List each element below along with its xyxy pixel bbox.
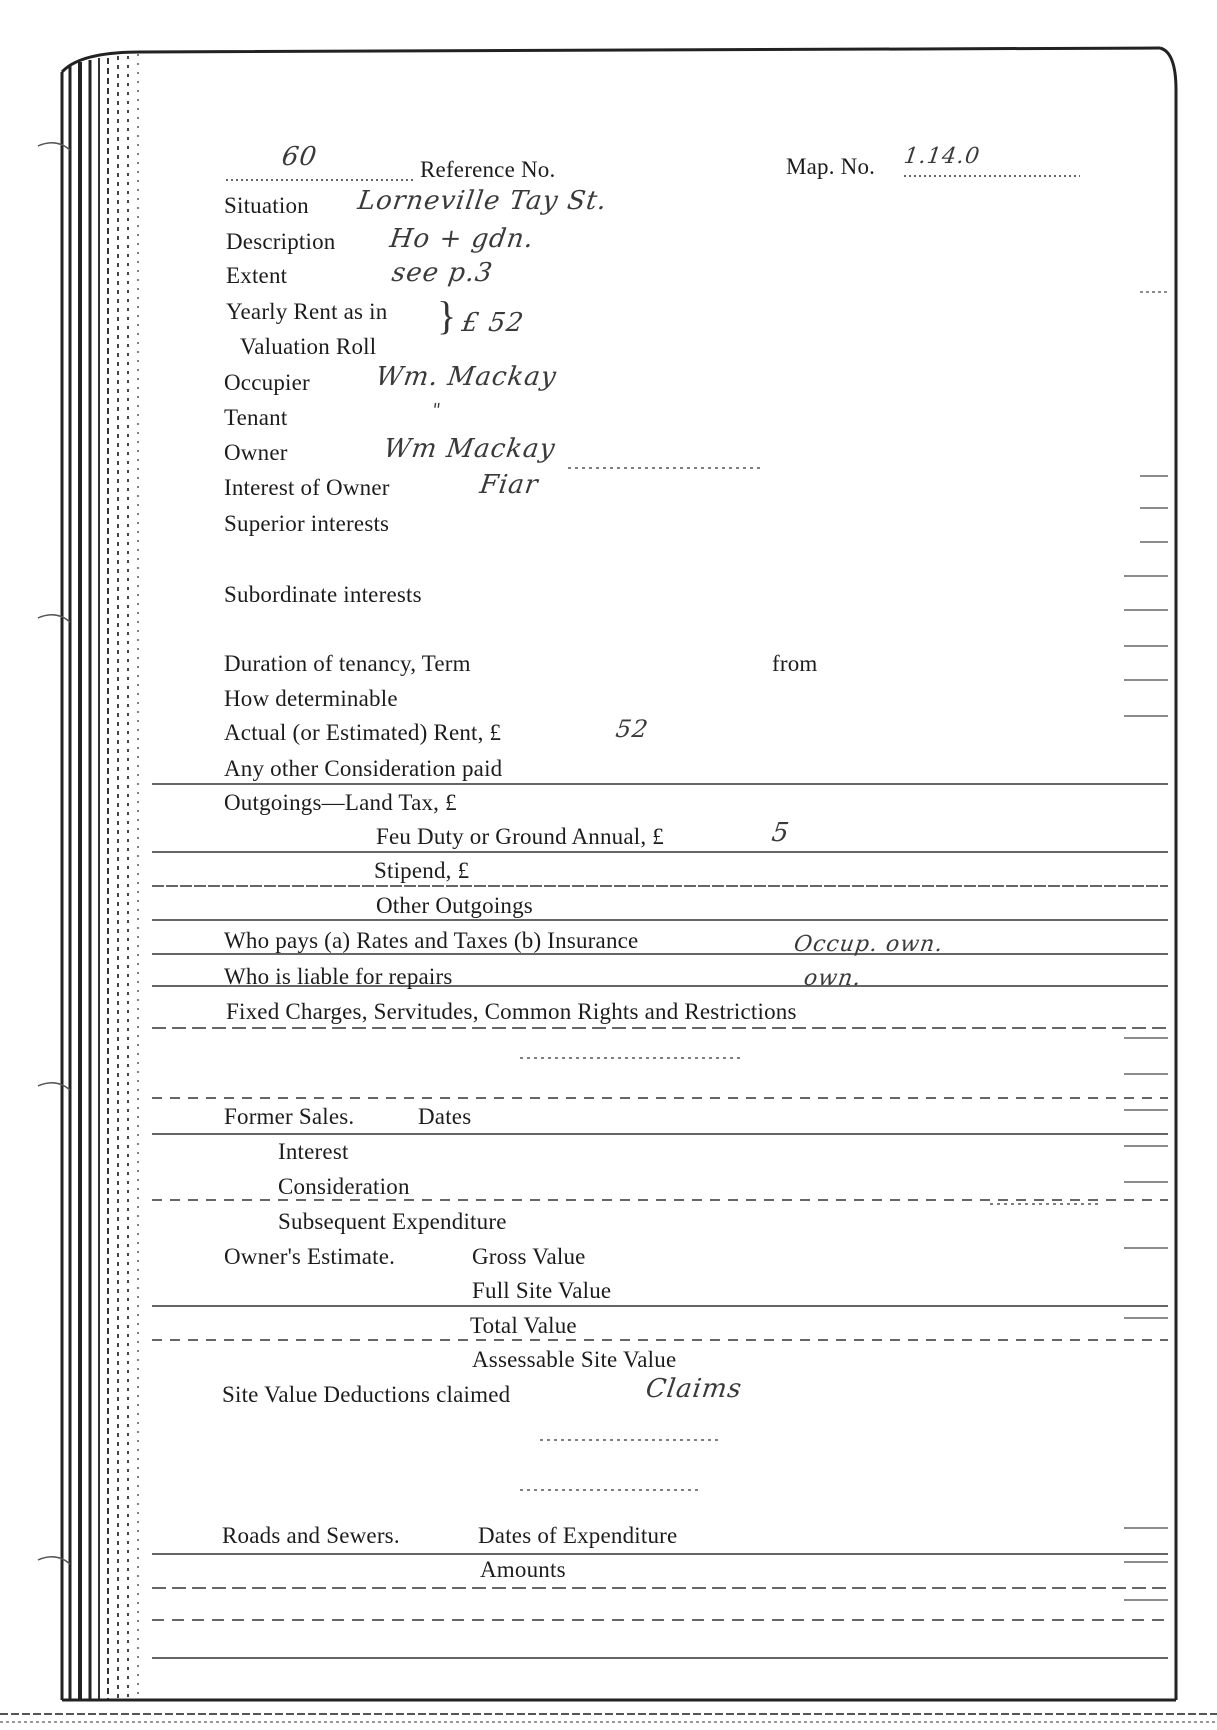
map-number-value: 1.14.0 bbox=[902, 144, 982, 169]
subordinate-interests-label: Subordinate interests bbox=[224, 582, 422, 607]
site-value-deductions-label: Site Value Deductions claimed bbox=[222, 1382, 511, 1407]
feu-duty-label: Feu Duty or Ground Annual, £ bbox=[376, 824, 664, 849]
repairs-value: own. bbox=[802, 966, 864, 991]
owners-estimate-label: Owner's Estimate. bbox=[224, 1244, 396, 1269]
who-pays-label: Who pays (a) Rates and Taxes (b) Insurance bbox=[224, 928, 639, 953]
gross-value-label: Gross Value bbox=[472, 1244, 586, 1269]
description-value: Ho + gdn. bbox=[387, 224, 537, 254]
owner-label: Owner bbox=[224, 440, 288, 465]
brace-glyph: } bbox=[437, 293, 457, 338]
extent-value: see p.3 bbox=[389, 258, 495, 288]
tenant-label: Tenant bbox=[224, 405, 288, 430]
fixed-charges-label: Fixed Charges, Servitudes, Common Rights and Restrictions bbox=[226, 999, 797, 1024]
former-sales-interest-label: Interest bbox=[278, 1139, 349, 1164]
roads-sewers-amounts-label: Amounts bbox=[480, 1557, 566, 1582]
subsequent-expenditure-label: Subsequent Expenditure bbox=[278, 1209, 507, 1234]
site-value-deductions-value: Claims bbox=[643, 1374, 745, 1404]
reference-number-label: Reference No. bbox=[420, 157, 556, 182]
duration-label: Duration of tenancy, Term bbox=[224, 651, 471, 676]
repairs-label: Who is liable for repairs bbox=[224, 964, 453, 989]
stipend-label: Stipend, £ bbox=[374, 858, 470, 883]
occupier-value: Wm. Mackay bbox=[373, 362, 559, 392]
tenant-value: " bbox=[430, 400, 443, 421]
situation-label: Situation bbox=[224, 193, 309, 218]
owner-value: Wm Mackay bbox=[381, 434, 558, 464]
description-label: Description bbox=[226, 229, 336, 254]
outgoings-land-tax-label: Outgoings—Land Tax, £ bbox=[224, 790, 457, 815]
situation-value: Lorneville Tay St. bbox=[355, 186, 610, 216]
other-outgoings-label: Other Outgoings bbox=[376, 893, 533, 918]
extent-label: Extent bbox=[226, 263, 288, 288]
feu-duty-value: 5 bbox=[769, 818, 792, 848]
interest-of-owner-value: Fiar bbox=[477, 470, 541, 500]
actual-rent-value: 52 bbox=[614, 715, 651, 743]
superior-interests-label: Superior interests bbox=[224, 511, 390, 536]
yearly-rent-label: Yearly Rent as in bbox=[226, 299, 388, 324]
total-value-label: Total Value bbox=[470, 1313, 577, 1338]
yearly-rent-value: £ 52 bbox=[459, 308, 526, 338]
duration-from-label: from bbox=[772, 651, 818, 676]
valuation-roll-label: Valuation Roll bbox=[240, 334, 377, 359]
reference-number-value: 60 bbox=[279, 142, 320, 172]
former-sales-label: Former Sales. bbox=[224, 1104, 355, 1129]
assessable-site-value-label: Assessable Site Value bbox=[472, 1347, 677, 1372]
actual-rent-label: Actual (or Estimated) Rent, £ bbox=[224, 720, 502, 745]
occupier-label: Occupier bbox=[224, 370, 310, 395]
interest-of-owner-label: Interest of Owner bbox=[224, 475, 390, 500]
map-number-label: Map. No. bbox=[786, 154, 876, 179]
how-determinable-label: How determinable bbox=[224, 686, 398, 711]
former-sales-dates-label: Dates bbox=[418, 1104, 472, 1129]
full-site-value-label: Full Site Value bbox=[472, 1278, 612, 1303]
who-pays-value: Occup. own. bbox=[792, 932, 945, 957]
roads-sewers-label: Roads and Sewers. bbox=[222, 1523, 400, 1548]
former-sales-consideration-label: Consideration bbox=[278, 1174, 410, 1199]
other-consideration-label: Any other Consideration paid bbox=[224, 756, 503, 781]
roads-sewers-dates-label: Dates of Expenditure bbox=[478, 1523, 678, 1548]
